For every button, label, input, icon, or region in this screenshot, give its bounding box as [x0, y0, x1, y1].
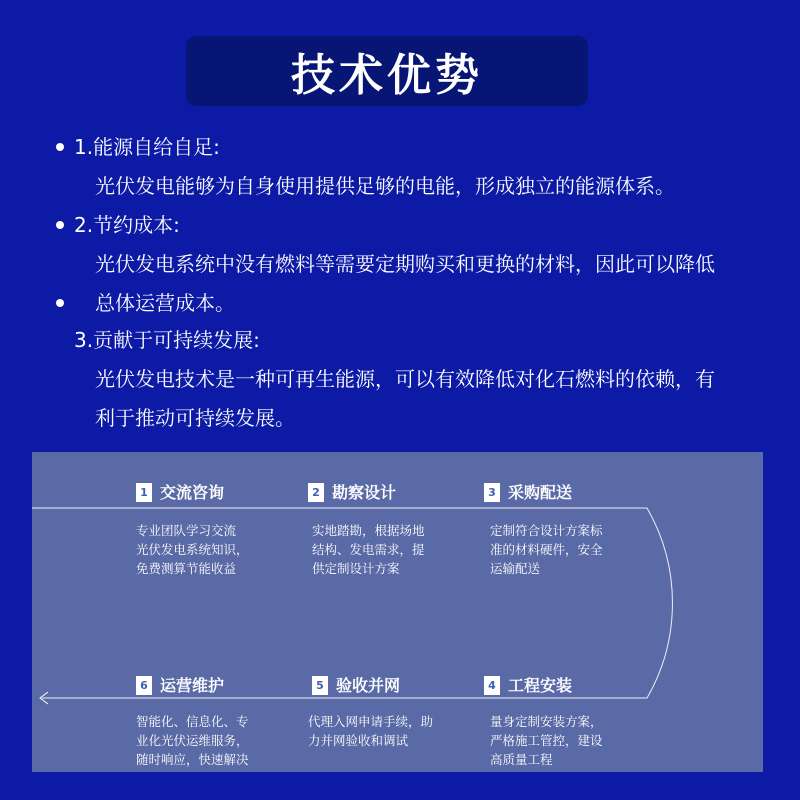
step-title: 勘察设计: [332, 483, 397, 502]
bullet-icon: [56, 221, 64, 229]
step-description: 高质量工程: [490, 752, 553, 767]
step-title: 运营维护: [160, 676, 225, 695]
step-description: 结构、发电需求，提: [312, 542, 425, 557]
step-description: 定制符合设计方案标: [490, 523, 603, 538]
section-text: 总体运营成本。: [95, 291, 235, 315]
process-diagram: [32, 452, 763, 772]
step-description: 业化光伏运维服务，: [136, 733, 249, 748]
step-number: 4: [484, 676, 500, 695]
section-text: 光伏发电能够为自身使用提供足够的电能，形成独立的能源体系。: [95, 174, 675, 198]
step-number: 5: [312, 676, 328, 695]
section-text: 光伏发电技术是一种可再生能源，可以有效降低对化石燃料的依赖，有: [95, 367, 715, 391]
step-description: 代理入网申请手续，助: [308, 714, 434, 729]
bullet-icon: [56, 143, 64, 151]
section-heading: 1.能源自给自足:: [74, 135, 220, 159]
bullet-icon: [56, 299, 64, 307]
step-number: 2: [308, 483, 324, 502]
step-description: 力并网验收和调试: [308, 733, 409, 748]
step-number: 3: [484, 483, 500, 502]
step-number: 6: [136, 676, 152, 695]
step-description: 供定制设计方案: [312, 561, 400, 576]
section-heading: 3.贡献于可持续发展:: [74, 328, 260, 352]
step-description: 智能化、信息化、专: [136, 714, 249, 729]
page-title: 技术优势: [291, 50, 483, 101]
step-description: 免费测算节能收益: [136, 561, 237, 576]
step-description: 严格施工管控，建设: [490, 733, 603, 748]
step-title: 验收并网: [336, 676, 401, 695]
step-description: 量身定制安装方案，: [490, 714, 603, 729]
step-description: 运输配送: [490, 561, 541, 576]
step-description: 实地踏勘，根据场地: [312, 523, 425, 538]
section-text: 利于推动可持续发展。: [95, 406, 295, 430]
step-title: 交流咨询: [160, 483, 225, 502]
step-title: 工程安装: [508, 676, 573, 695]
step-title: 采购配送: [508, 483, 573, 502]
title-banner: [186, 36, 588, 106]
step-description: 光伏发电系统知识，: [136, 542, 249, 557]
step-description: 准的材料硬件，安全: [490, 542, 603, 557]
section-heading: 2.节约成本:: [74, 213, 180, 237]
section-text: 光伏发电系统中没有燃料等需要定期购买和更换的材料，因此可以降低: [95, 252, 715, 276]
step-number: 1: [136, 483, 152, 502]
step-description: 随时响应，快速解决: [136, 752, 249, 767]
step-description: 专业团队学习交流: [136, 523, 237, 538]
